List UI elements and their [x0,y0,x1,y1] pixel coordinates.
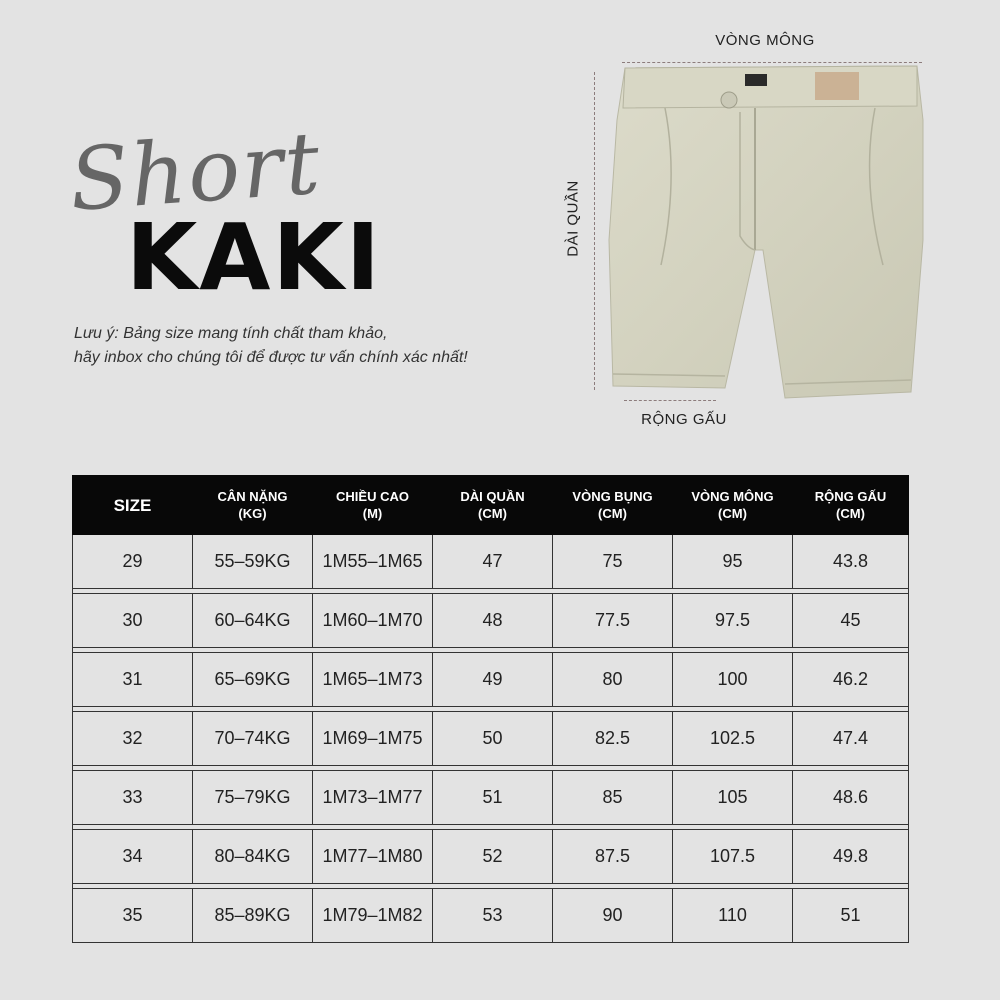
cell-height: 1M69–1M75 [313,712,433,766]
cell-waist: 82.5 [553,712,673,766]
cell-hip: 107.5 [673,830,793,884]
header-size: SIZE [73,476,193,535]
cell-length: 48 [433,594,553,648]
header-height: CHIỀU CAO (M) [313,476,433,535]
cell-hem: 51 [793,889,909,943]
cell-waist: 80 [553,653,673,707]
cell-height: 1M77–1M80 [313,830,433,884]
note-line-2: hãy inbox cho chúng tôi để được tư vấn chính xác nhất! [74,349,468,366]
cell-height: 1M73–1M77 [313,771,433,825]
cell-weight: 65–69KG [193,653,313,707]
cell-waist: 90 [553,889,673,943]
size-note [74,322,594,370]
header-weight: CÂN NẶNG (KG) [193,476,313,535]
cell-size: 30 [73,594,193,648]
cell-hip: 100 [673,653,793,707]
cell-waist: 77.5 [553,594,673,648]
cell-length: 50 [433,712,553,766]
cell-length: 53 [433,889,553,943]
cell-size: 32 [73,712,193,766]
cell-height: 1M55–1M65 [313,535,433,589]
table-row [73,653,909,707]
cell-hem: 49.8 [793,830,909,884]
cell-hip: 95 [673,535,793,589]
cell-size: 34 [73,830,193,884]
cell-size: 33 [73,771,193,825]
cell-waist: 85 [553,771,673,825]
cell-size: 29 [73,535,193,589]
cell-length: 47 [433,535,553,589]
header-hem: RỘNG GẤU (CM) [793,476,909,535]
cell-height: 1M60–1M70 [313,594,433,648]
table-body [73,535,909,943]
note-line-1: Lưu ý: Bảng size mang tính chất tham khảo, [74,325,388,342]
cell-size: 31 [73,653,193,707]
cell-weight: 85–89KG [193,889,313,943]
length-dashed-line [594,72,595,390]
table-header-row [73,476,909,535]
cell-hip: 105 [673,771,793,825]
header-waist: VÒNG BỤNG (CM) [553,476,673,535]
cell-weight: 60–64KG [193,594,313,648]
cell-hem: 47.4 [793,712,909,766]
cell-hip: 102.5 [673,712,793,766]
cell-weight: 75–79KG [193,771,313,825]
cell-length: 51 [433,771,553,825]
header-hip: VÒNG MÔNG (CM) [673,476,793,535]
cell-hip: 97.5 [673,594,793,648]
cell-length: 52 [433,830,553,884]
table-row [73,830,909,884]
table-row [73,594,909,648]
cell-hem: 48.6 [793,771,909,825]
cell-waist: 87.5 [553,830,673,884]
cell-length: 49 [433,653,553,707]
cell-hem: 43.8 [793,535,909,589]
hip-label: VÒNG MÔNG [715,32,815,49]
table-row [73,712,909,766]
cell-height: 1M65–1M73 [313,653,433,707]
shorts-image [605,60,935,405]
title-script: Short [66,113,325,231]
cell-weight: 80–84KG [193,830,313,884]
cell-height: 1M79–1M82 [313,889,433,943]
cell-weight: 55–59KG [193,535,313,589]
cell-hip: 110 [673,889,793,943]
cell-weight: 70–74KG [193,712,313,766]
length-label: DÀI QUẦN [564,180,582,257]
cell-hem: 46.2 [793,653,909,707]
brand-label [745,74,767,86]
header-length: DÀI QUẦN (CM) [433,476,553,535]
title-main: KAKI [126,204,383,311]
hem-label: RỘNG GẤU [641,411,727,428]
cell-waist: 75 [553,535,673,589]
cell-size: 35 [73,889,193,943]
waist-button [721,92,737,108]
cell-hem: 45 [793,594,909,648]
table-row [73,535,909,589]
size-table [72,475,909,943]
table-row [73,771,909,825]
tag-patch [815,72,859,100]
table-row [73,889,909,943]
